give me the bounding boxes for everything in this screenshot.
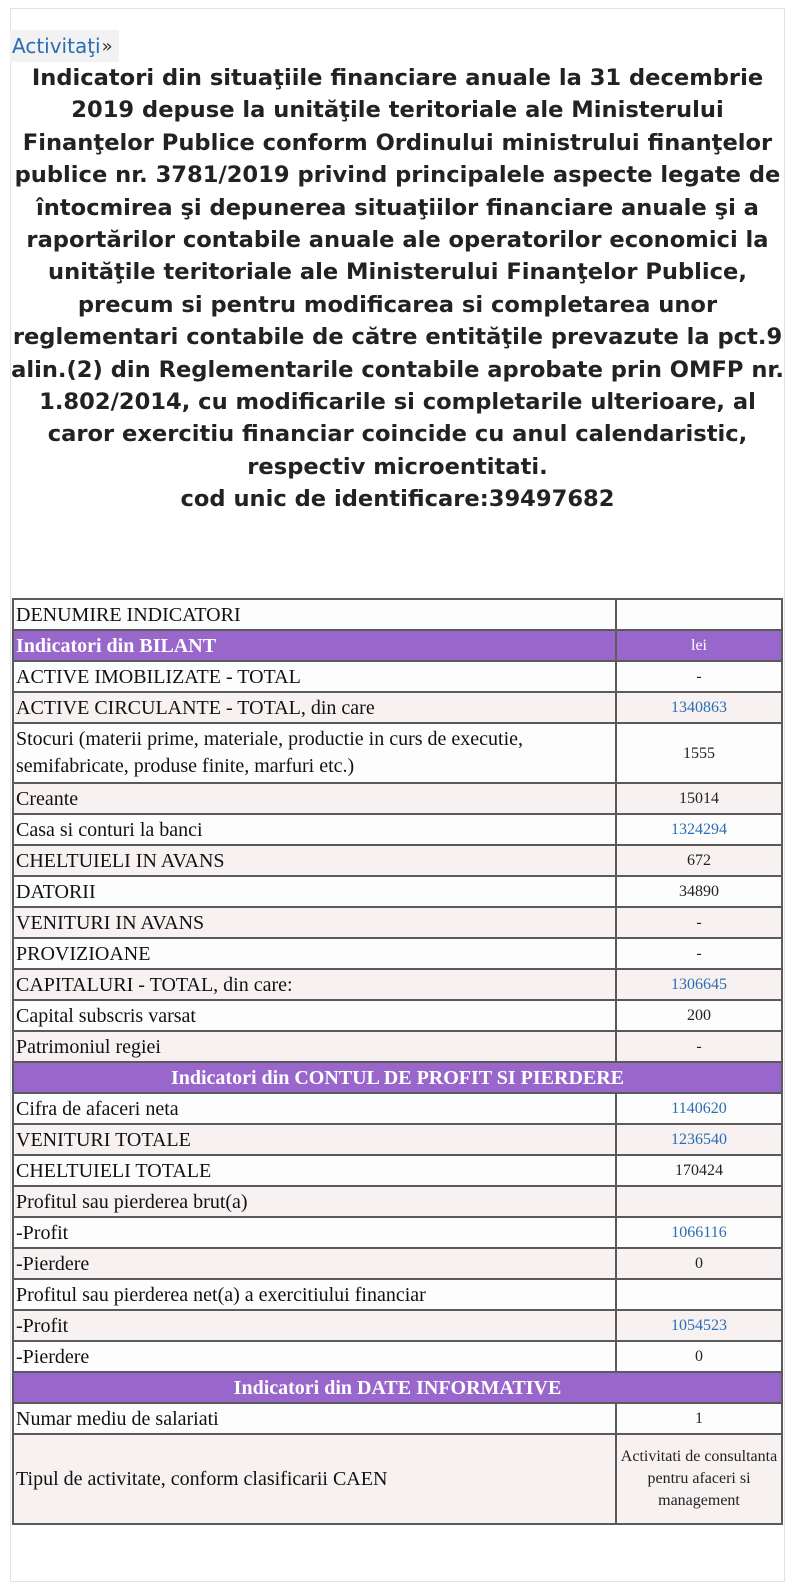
- row-label: -Pierdere: [13, 1248, 616, 1279]
- row-value: -: [616, 1031, 782, 1062]
- row-label: ACTIVE CIRCULANTE - TOTAL, din care: [13, 692, 616, 723]
- breadcrumb: [10, 30, 119, 62]
- section-informative: [13, 1372, 782, 1403]
- row-value-link[interactable]: 1324294: [616, 814, 782, 845]
- row-label: CHELTUIELI TOTALE: [13, 1155, 616, 1186]
- row-label: Numar mediu de salariati: [13, 1403, 616, 1434]
- row-label: -Profit: [13, 1217, 616, 1248]
- row-value-link[interactable]: 1306645: [616, 969, 782, 1000]
- row-value: -: [616, 661, 782, 692]
- row-value: 170424: [616, 1155, 782, 1186]
- table-row: [13, 1279, 782, 1310]
- table-row: [13, 723, 782, 783]
- section-bilant: [13, 630, 782, 661]
- page-title: [10, 62, 785, 516]
- table-row: [13, 692, 782, 723]
- table-row: [13, 1217, 782, 1248]
- table-row: [13, 1248, 782, 1279]
- section-bilant-label: Indicatori din BILANT: [13, 630, 616, 661]
- row-value: [616, 1279, 782, 1310]
- row-value: -: [616, 907, 782, 938]
- row-label: Patrimoniul regiei: [13, 1031, 616, 1062]
- table-row: [13, 1310, 782, 1341]
- row-value-link[interactable]: 1054523: [616, 1310, 782, 1341]
- title-heading: Indicatori din situaţiile financiare anuale la 31 decembrie 2019 depuse la unităţile teritoriale ale Ministerului Finanţelor Publice conform Ordinului ministrului finanţelor publice nr. 3781/2019 privind principalele aspecte legate de întocmirea şi depunerea situaţiilor financiare anuale şi a raportărilor contabile anuale ale operatorilor economici la unităţile teritoriale ale Ministerului Finanţelor Publice, precum si pentru modificarea si completarea unor reglementari contabile de către entităţile prevazute la pct.9 alin.(2) din Reglementarile contabile aprobate prin OMFP nr. 1.802/2014, cu modificarile si completarile ulterioare, al caror exercitiu financiar coincide cu anul calendaristic, respectiv microentitati.: [11, 65, 784, 480]
- breadcrumb-link-activitati[interactable]: Activitaţi: [12, 34, 101, 58]
- section-bilant-unit: lei: [616, 630, 782, 661]
- table-row: [13, 938, 782, 969]
- table-row: [13, 783, 782, 814]
- row-value: 672: [616, 845, 782, 876]
- table-row: [13, 907, 782, 938]
- row-label: -Pierdere: [13, 1341, 616, 1372]
- table-header-row: [13, 599, 782, 630]
- cod-identificare: cod unic de identificare:39497682: [180, 486, 615, 513]
- row-label: Profitul sau pierderea brut(a): [13, 1186, 616, 1217]
- row-label: Capital subscris varsat: [13, 1000, 616, 1031]
- row-value: 34890: [616, 876, 782, 907]
- table-row: [13, 1000, 782, 1031]
- row-value: 200: [616, 1000, 782, 1031]
- row-label: VENITURI IN AVANS: [13, 907, 616, 938]
- table-row: [13, 1186, 782, 1217]
- table-row: [13, 845, 782, 876]
- table-row: [13, 1031, 782, 1062]
- row-label: VENITURI TOTALE: [13, 1124, 616, 1155]
- row-label: Creante: [13, 783, 616, 814]
- indicators-table: [12, 598, 783, 1525]
- section-informative-label: Indicatori din DATE INFORMATIVE: [13, 1372, 782, 1403]
- row-value: 1555: [616, 723, 782, 783]
- row-value: 0: [616, 1248, 782, 1279]
- table-row: [13, 1434, 782, 1524]
- row-value: 1: [616, 1403, 782, 1434]
- table-row: [13, 661, 782, 692]
- row-label: Profitul sau pierderea net(a) a exercitiului financiar: [13, 1279, 616, 1310]
- table-row: [13, 1341, 782, 1372]
- row-value: -: [616, 938, 782, 969]
- row-value-link[interactable]: 1236540: [616, 1124, 782, 1155]
- row-value-link[interactable]: 1066116: [616, 1217, 782, 1248]
- table-row: [13, 969, 782, 1000]
- breadcrumb-separator: »: [101, 35, 113, 57]
- row-label: Tipul de activitate, conform clasificarii CAEN: [13, 1434, 616, 1524]
- row-value: [616, 1186, 782, 1217]
- table-row: [13, 814, 782, 845]
- row-label: CAPITALURI - TOTAL, din care:: [13, 969, 616, 1000]
- row-label: ACTIVE IMOBILIZATE - TOTAL: [13, 661, 616, 692]
- row-value-link[interactable]: 1340863: [616, 692, 782, 723]
- table-row: [13, 1155, 782, 1186]
- table-row: [13, 876, 782, 907]
- row-label: Casa si conturi la banci: [13, 814, 616, 845]
- row-value: 0: [616, 1341, 782, 1372]
- row-value-link[interactable]: 1140620: [616, 1093, 782, 1124]
- header-value: [616, 599, 782, 630]
- row-label: PROVIZIOANE: [13, 938, 616, 969]
- row-value: Activitati de consultanta pentru afaceri si management: [616, 1434, 782, 1524]
- table-row: [13, 1093, 782, 1124]
- row-label: -Profit: [13, 1310, 616, 1341]
- row-label: Stocuri (materii prime, materiale, productie in curs de executie, semifabricate, produse finite, marfuri etc.): [13, 723, 616, 783]
- row-label: Cifra de afaceri neta: [13, 1093, 616, 1124]
- section-profit: [13, 1062, 782, 1093]
- table-row: [13, 1403, 782, 1434]
- row-label: DATORII: [13, 876, 616, 907]
- header-label: DENUMIRE INDICATORI: [13, 599, 616, 630]
- row-value: 15014: [616, 783, 782, 814]
- section-profit-label: Indicatori din CONTUL DE PROFIT SI PIERDERE: [13, 1062, 782, 1093]
- table-row: [13, 1124, 782, 1155]
- row-label: CHELTUIELI IN AVANS: [13, 845, 616, 876]
